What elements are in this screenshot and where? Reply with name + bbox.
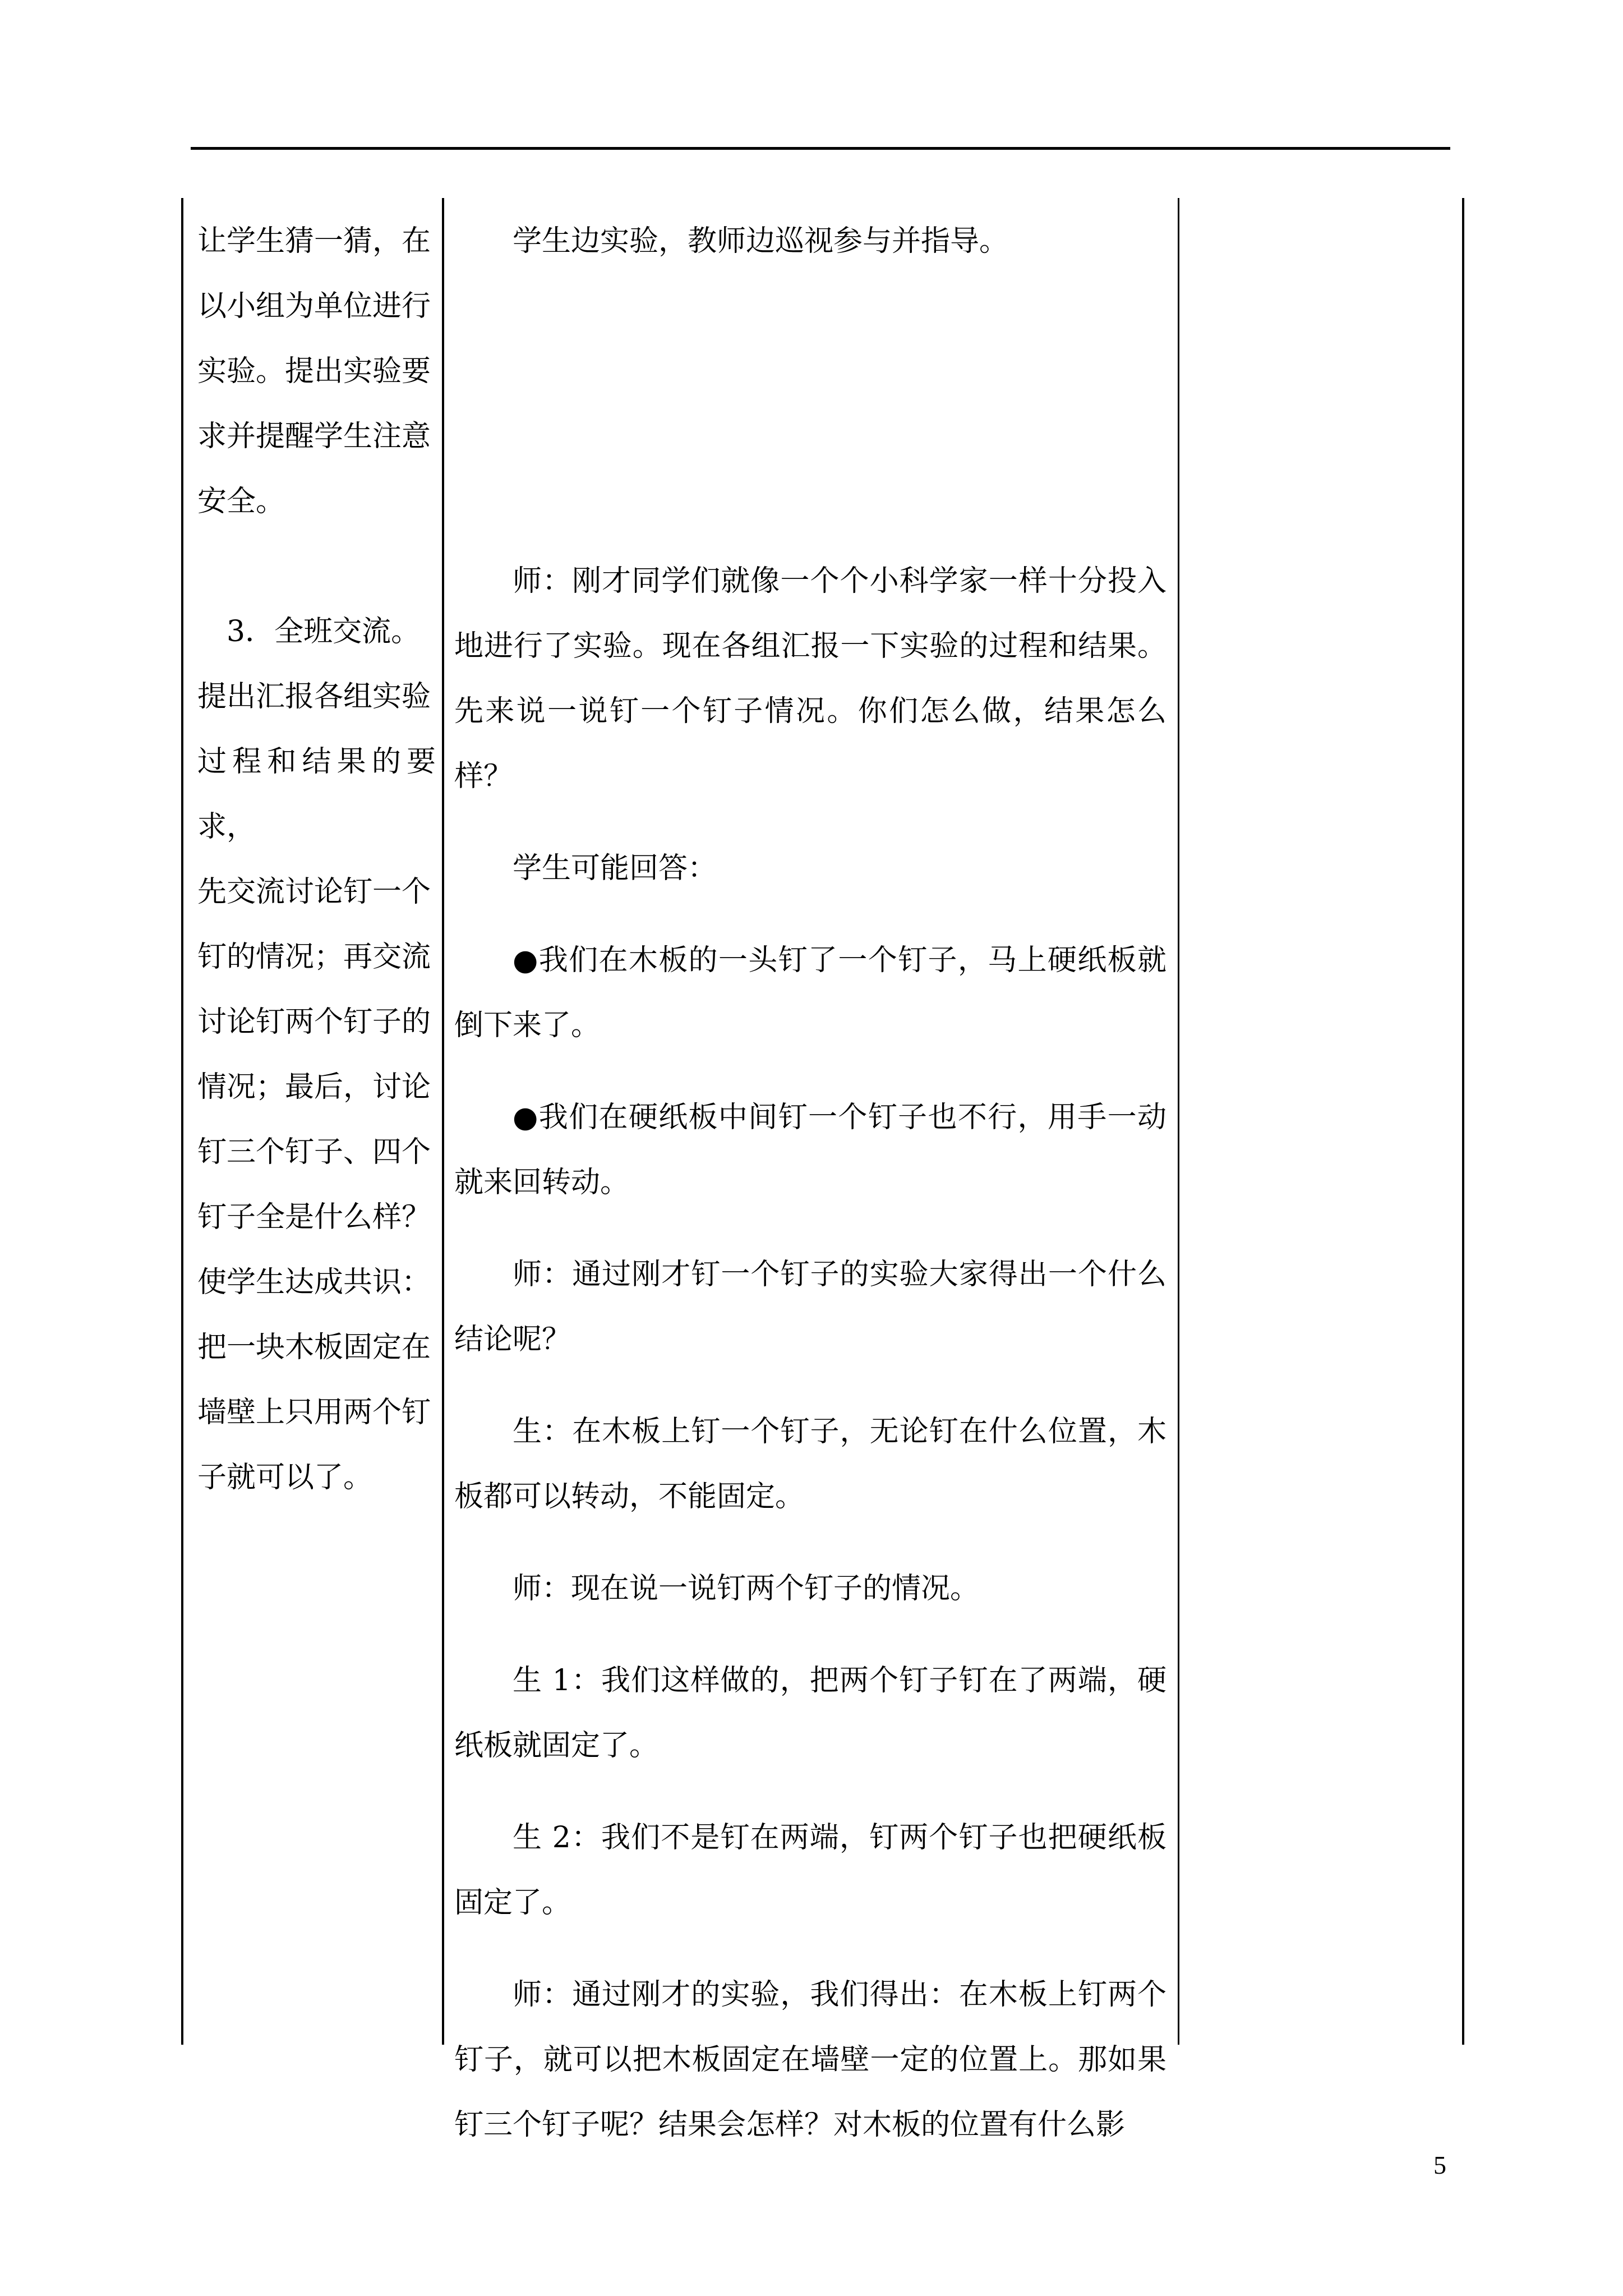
dialogue-paragraph: ●我们在木板的一头钉了一个钉子，马上硬纸板就倒下来了。	[454, 944, 1166, 1042]
page-number: 5	[1433, 2151, 1446, 2179]
dialogue-paragraph: 师：通过刚才钉一个钉子的实验大家得出一个什么结论呢？	[454, 1258, 1166, 1356]
dialogue-paragraph: 学生边实验，教师边巡视参与并指导。	[513, 224, 1009, 258]
dialogue-paragraph: 师：刚才同学们就像一个个小科学家一样十分投入地进行了实验。现在各组汇报一下实验的过程和结果。先来说一说钉一个钉子情况。你们怎么做，结果怎么样？	[454, 564, 1166, 793]
left-line: 情况；最后，讨论	[197, 1070, 431, 1104]
dialogue-paragraph: 生 2：我们不是钉在两端，钉两个钉子也把硬纸板固定了。	[454, 1821, 1166, 1920]
teaching-steps-column	[197, 209, 436, 1510]
classroom-dialogue-column	[454, 209, 1166, 2184]
table-border-right	[1462, 198, 1464, 2045]
dialogue-paragraph: 学生可能回答：	[513, 852, 717, 885]
left-line: 使学生达成共识：	[197, 1266, 431, 1299]
left-line: 实验。提出实验要	[197, 355, 431, 388]
left-line: 求并提醒学生注意	[197, 420, 431, 453]
left-line: 讨论钉两个钉子的	[197, 1005, 431, 1039]
table-border-col-2	[1178, 198, 1179, 2045]
dialogue-paragraph: ●我们在硬纸板中间钉一个钉子也不行，用手一动就来回转动。	[454, 1101, 1166, 1199]
dialogue-paragraph: 生 1：我们这样做的，把两个钉子钉在了两端，硬纸板就固定了。	[454, 1664, 1166, 1763]
left-line: 安全。	[197, 485, 285, 518]
left-line: 提出汇报各组实验	[197, 680, 431, 714]
table-border-col-1	[442, 198, 444, 2045]
left-line: 墙壁上只用两个钉	[197, 1396, 431, 1429]
left-line: 3．全班交流。	[197, 615, 421, 648]
left-spacer	[197, 534, 436, 599]
left-line: 钉三个钉子、四个	[197, 1135, 431, 1169]
left-line: 先交流讨论钉一个	[197, 875, 431, 909]
left-line: 钉的情况；再交流	[197, 940, 431, 974]
left-line: 把一块木板固定在	[197, 1331, 431, 1364]
dialogue-paragraph: 生：在木板上钉一个钉子，无论钉在什么位置，木板都可以转动，不能固定。	[454, 1415, 1166, 1513]
header-rule	[191, 147, 1450, 150]
left-line: 子就可以了。	[197, 1461, 373, 1494]
dialogue-paragraph: 师：通过刚才的实验，我们得出：在木板上钉两个钉子，就可以把木板固定在墙壁一定的位置上。那如果钉三个钉子呢？结果会怎样？对木板的位置有什么影	[454, 1978, 1166, 2142]
table-border-left	[181, 198, 183, 2045]
left-line: 钉子全是什么样？	[197, 1200, 431, 1234]
left-line: 让学生猜一猜，在	[197, 224, 431, 258]
left-line: 过程和结果的要求，	[197, 745, 436, 844]
left-line: 以小组为单位进行	[197, 289, 431, 323]
dialogue-paragraph: 师：现在说一说钉两个钉子的情况。	[513, 1572, 980, 1605]
